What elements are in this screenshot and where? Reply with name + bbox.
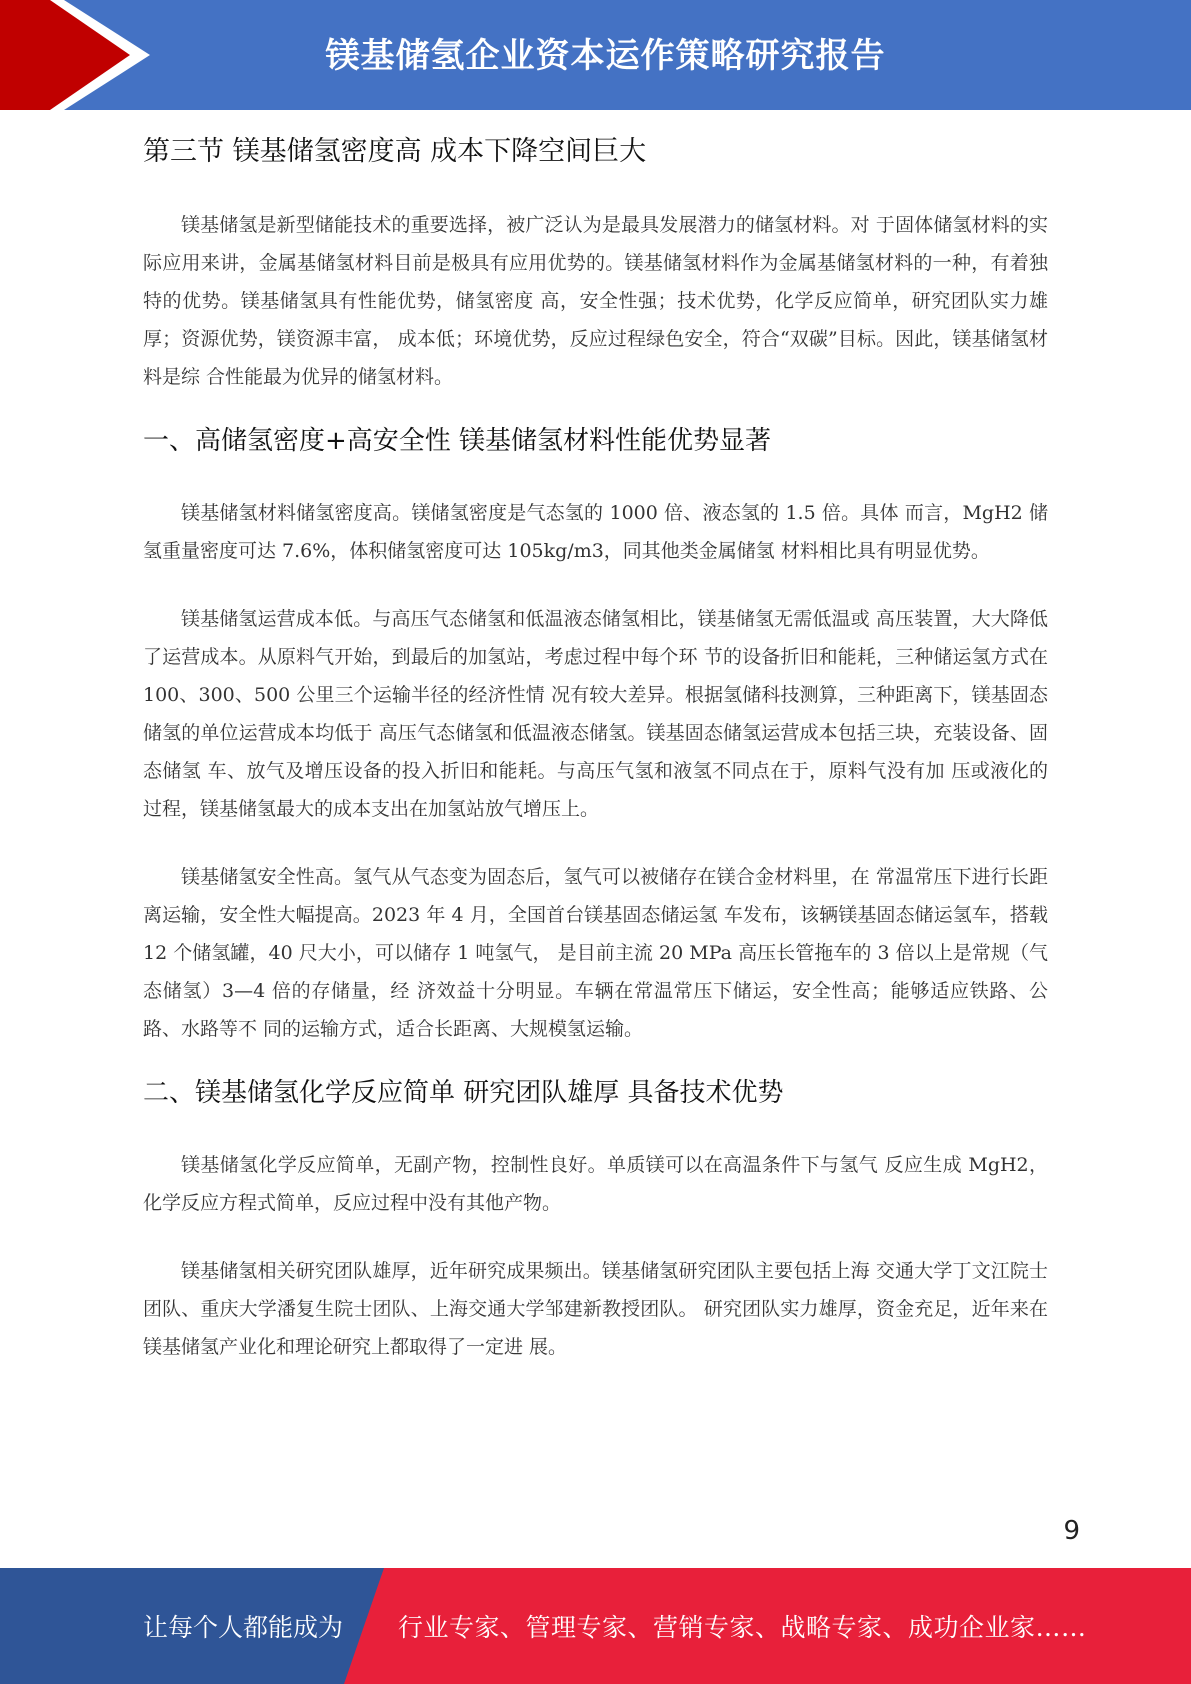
footer-slogan-right: 行业专家、管理专家、营销专家、战略专家、成功企业家…… [398,1613,1087,1642]
paragraph: 镁基储氢化学反应简单，无副产物，控制性良好。单质镁可以在高温条件下与氢气 反应生成 MgH2，化学反应方程式简单，反应过程中没有其他产物。 [143,1154,1048,1214]
main-content [143,128,1048,1366]
report-title: 镁基储氢企业资本运作策略研究报告 [325,36,886,76]
intro-paragraph: 镁基储氢是新型储能技术的重要选择，被广泛认为是最具发展潜力的储氢材料。对 于固体储氢材料的实际应用来讲，金属基储氢材料目前是极具有应用优势的。镁基储氢材料作为金属基储氢材料的一种，有着独特的优势。镁基储氢具有性能优势，储氢密度 高，安全性强；技术优势，化学反应简单，研究团队实力雄厚；资源优势，镁资源丰富， 成本低；环境优势，反应过程绿色安全，符合“双碳”目标。因此，镁基储氢材料是综 合性能最为优异的储氢材料。 [143,214,1048,388]
paragraph: 镁基储氢相关研究团队雄厚，近年研究成果频出。镁基储氢研究团队主要包括上海 交通大学丁文江院士团队、重庆大学潘复生院士团队、上海交通大学邹建新教授团队。 研究团队实力雄厚，资金充足，近年来在镁基储氢产业化和理论研究上都取得了一定进 展。 [143,1260,1048,1358]
section-title: 第三节 镁基储氢密度高 成本下降空间巨大 [143,136,647,167]
subsection-title-2: 二、镁基储氢化学反应简单 研究团队雄厚 具备技术优势 [143,1078,784,1108]
subsection-title-1: 一、高储氢密度+高安全性 镁基储氢材料性能优势显著 [143,426,772,456]
paragraph: 镁基储氢运营成本低。与高压气态储氢和低温液态储氢相比，镁基储氢无需低温或 高压装置，大大降低了运营成本。从原料气开始，到最后的加氢站，考虑过程中每个环 节的设备折旧和能耗，三种储运氢方式在 100、300、500 公里三个运输半径的经济性情 况有较大差异。根据氢储科技测算，三种距离下，镁基固态储氢的单位运营成本均低于 高压气态储氢和低温液态储氢。镁基固态储氢运营成本包括三块，充装设备、固态储氢 车、放气及增压设备的投入折旧和能耗。与高压气氢和液氢不同点在于，原料气没有加 压或液化的过程，镁基储氢最大的成本支出在加氢站放气增压上。 [143,608,1048,820]
paragraph: 镁基储氢材料储氢密度高。镁储氢密度是气态氢的 1000 倍、液态氢的 1.5 倍。具体 而言，MgH2 储氢重量密度可达 7.6%，体积储氢密度可达 105kg/m3，同其他类金属储氢 材料相比具有明显优势。 [143,502,1048,562]
paragraph: 镁基储氢安全性高。氢气从气态变为固态后，氢气可以被储存在镁合金材料里，在 常温常压下进行长距离运输，安全性大幅提高。2023 年 4 月，全国首台镁基固态储运氢 车发布，该辆镁基固态储运氢车，搭载 12 个储氢罐，40 尺大小，可以储存 1 吨氢气， 是目前主流 20 MPa 高压长管拖车的 3 倍以上是常规（气态储氢）3—4 倍的存储量，经 济效益十分明显。车辆在常温常压下储运，安全性高；能够适应铁路、公路、水路等不 同的运输方式，适合长距离、大规模氢运输。 [143,866,1048,1040]
page-header [0,0,1191,110]
footer-slogan-left: 让每个人都能成为 [143,1613,344,1642]
page-footer [0,1568,1191,1684]
page-number: 9 [1063,1516,1080,1546]
